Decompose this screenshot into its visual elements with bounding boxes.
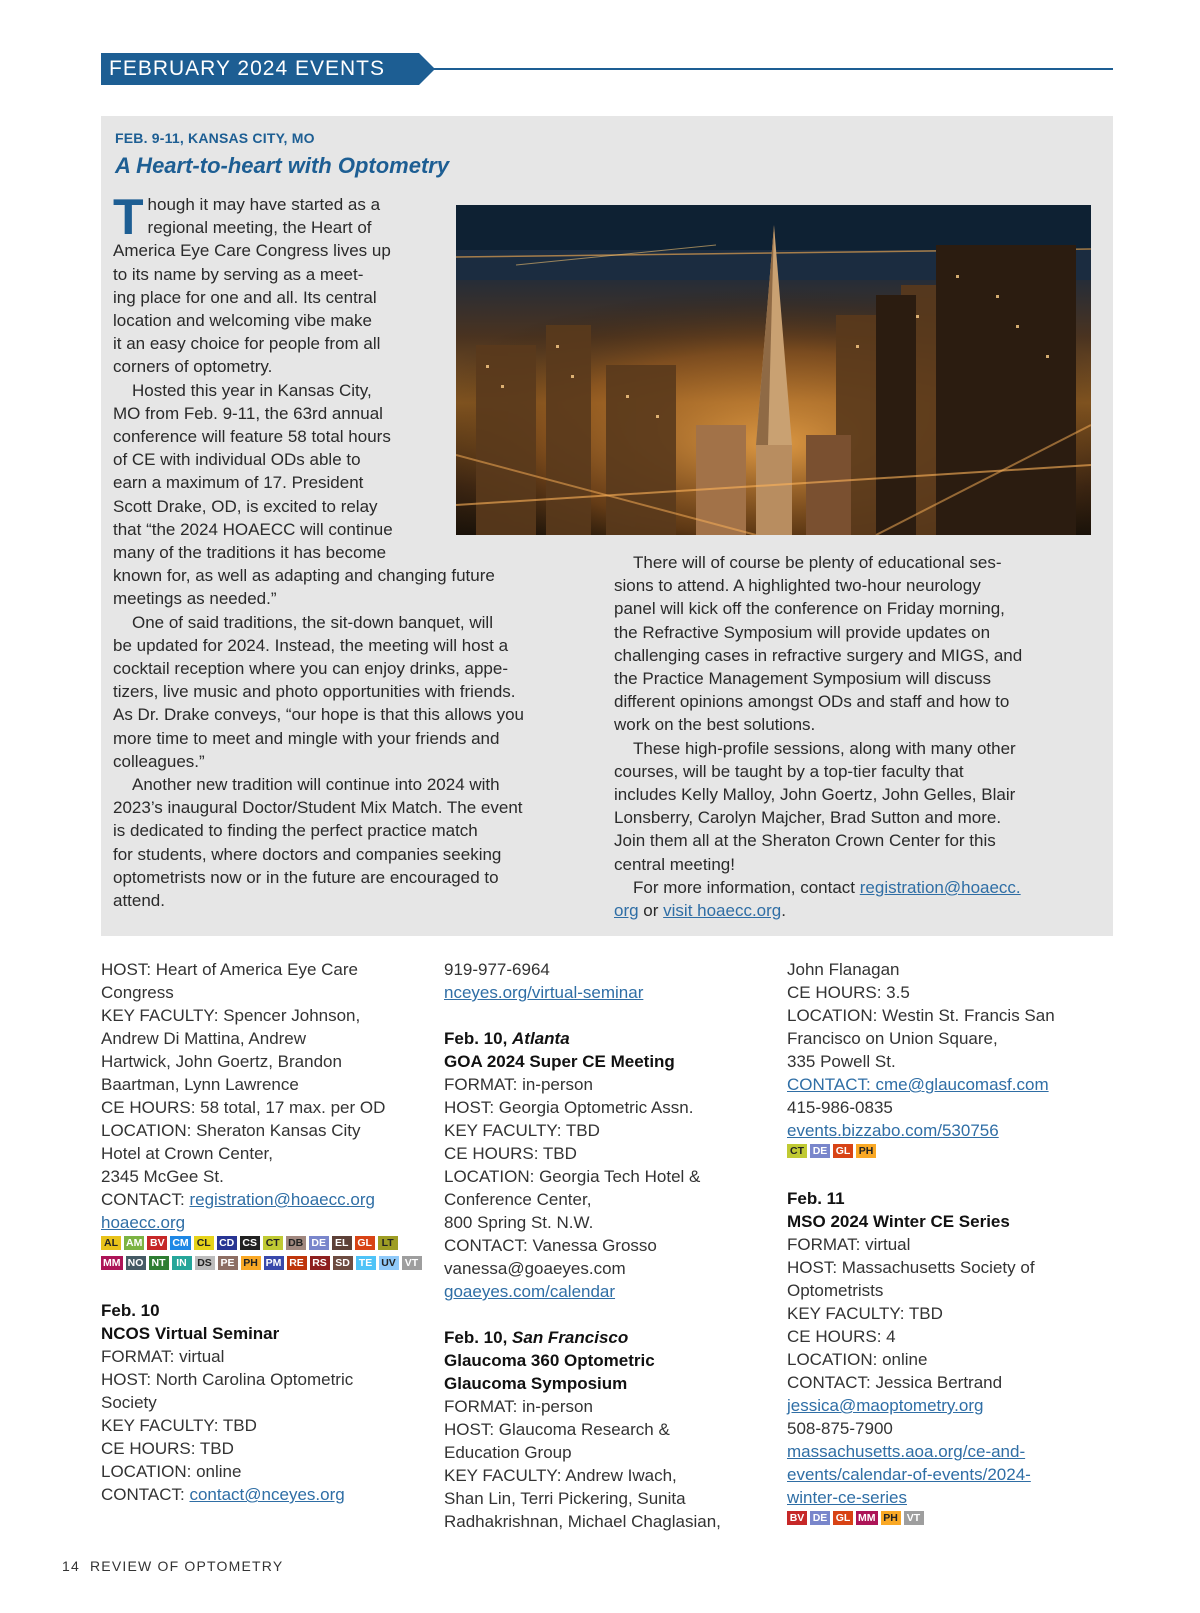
text-line: MO from Feb. 9-11, the 63rd annual: [113, 403, 383, 423]
subject-tag-bv: BV: [787, 1511, 807, 1525]
contact-label: CONTACT:: [101, 1485, 190, 1504]
subject-tag-ph: PH: [856, 1144, 876, 1158]
listing-line: Optometrists: [787, 1281, 884, 1300]
paragraph-5: [614, 551, 1094, 737]
hoaecc-email-link[interactable]: registration@hoaecc.org: [189, 1190, 375, 1209]
text-line: work on the best solutions.: [614, 715, 816, 735]
text-line: sions to attend. A highlighted two-hour neurology: [614, 576, 981, 596]
listing-column-1: [101, 958, 431, 1506]
event-city: Atlanta: [512, 1029, 570, 1048]
text-line: ing place for one and all. Its central: [113, 287, 377, 307]
nceyes-email-link[interactable]: contact@nceyes.org: [189, 1485, 345, 1504]
listing-line: Hartwick, John Goertz, Brandon: [101, 1052, 342, 1071]
header-rule: [431, 68, 1113, 70]
listing-line: KEY FACULTY: TBD: [787, 1304, 943, 1323]
text-line: known for, as well as adapting and changing future: [113, 566, 495, 586]
feature-right-column: [614, 551, 1094, 922]
paragraph-1: [113, 189, 585, 379]
subject-tag-lt: LT: [378, 1236, 398, 1250]
listing-line: LOCATION: online: [101, 1462, 242, 1481]
listing-line: John Flanagan: [787, 960, 900, 979]
subject-tag-el: EL: [332, 1236, 352, 1250]
listing-line: Conference Center,: [444, 1190, 592, 1209]
text-line: America Eye Care Congress lives up: [113, 241, 391, 261]
contact-line-2: [614, 899, 1094, 922]
event-title: MSO 2024 Winter CE Series: [787, 1212, 1010, 1231]
registration-email-link[interactable]: registration@hoaecc.: [859, 877, 1021, 897]
drop-cap: T: [113, 189, 144, 245]
text-line: These high-profile sessions, along with many other: [633, 738, 1016, 758]
listing-line: 2345 McGee St.: [101, 1167, 224, 1186]
listing-line: Andrew Di Mattina, Andrew: [101, 1029, 307, 1048]
phone-number: 919-977-6964: [444, 960, 550, 979]
listing-line: FORMAT: in-person: [444, 1397, 593, 1416]
listing-line: LOCATION: Westin St. Francis San: [787, 1006, 1055, 1025]
text-line: more time to meet and mingle with your friends and: [113, 728, 500, 748]
event-title: Glaucoma Symposium: [444, 1374, 628, 1393]
text-line: Hosted this year in Kansas City,: [132, 380, 372, 400]
massachusetts-aoa-link[interactable]: events/calendar-of-events/2024-: [787, 1465, 1031, 1484]
section-header: [101, 53, 1113, 85]
text-line: that “the 2024 HOAECC will continue: [113, 519, 393, 539]
paragraph-3: [113, 611, 585, 773]
listing-line: LOCATION: online: [787, 1350, 928, 1369]
listing-line: Education Group: [444, 1443, 572, 1462]
goaeyes-web-link[interactable]: goaeyes.com/calendar: [444, 1282, 616, 1301]
listing-line: Radhakrishnan, Michael Chaglasian,: [444, 1512, 721, 1531]
text-line: location and welcoming vibe make: [113, 311, 372, 331]
massachusetts-aoa-link[interactable]: massachusetts.aoa.org/ce-and-: [787, 1442, 1026, 1461]
event-date: Feb. 11: [787, 1189, 845, 1208]
maoptometry-email-link[interactable]: jessica@maoptometry.org: [787, 1396, 984, 1415]
listing-line: CE HOURS: 58 total, 17 max. per OD: [101, 1098, 386, 1117]
web-row: [787, 1440, 1117, 1463]
tag-row: [101, 1236, 398, 1250]
tag-group-col3b: [787, 1511, 1117, 1528]
text-line: Another new tradition will continue into 2024 with: [132, 775, 500, 795]
subject-tag-mm: MM: [858, 1512, 876, 1524]
hoaecc-website-link[interactable]: visit hoaecc.org: [663, 901, 782, 921]
text-line: cocktail reception where you can enjoy drinks, appe-: [113, 659, 508, 679]
paragraph-7: [614, 876, 1094, 922]
subject-tag-re: RE: [287, 1256, 307, 1270]
subject-tag-cs: CS: [240, 1236, 260, 1250]
event-title: NCOS Virtual Seminar: [101, 1324, 280, 1343]
publication-name: REVIEW OF OPTOMETRY: [89, 1558, 284, 1574]
tag-row: [787, 1144, 876, 1158]
text-line: hough it may have started as a: [147, 195, 381, 214]
event-date: Feb. 10: [101, 1301, 160, 1320]
text-line: Lonsberry, Carolyn Majcher, Brad Sutton and more.: [614, 808, 1002, 828]
listing-line: HOST: North Carolina Optometric: [101, 1370, 354, 1389]
text-line: meetings as needed.”: [113, 589, 277, 609]
section-title: FEBRUARY 2024 EVENTS: [101, 53, 419, 85]
subject-tag-gl: GL: [833, 1144, 853, 1158]
nceyes-web-link[interactable]: nceyes.org/virtual-seminar: [444, 983, 644, 1002]
subject-tag-gl: GL: [355, 1236, 375, 1250]
tag-group-col1: [101, 1236, 431, 1273]
web-row: [787, 1073, 1117, 1096]
subject-tag-ct: CT: [263, 1236, 283, 1250]
text-line: optometrists now or in the future are encouraged to: [113, 867, 499, 887]
text-line: many of the traditions it has become: [113, 543, 387, 563]
subject-tag-bv: BV: [147, 1236, 167, 1250]
feature-title: A Heart-to-heart with Optometry: [115, 153, 450, 178]
subject-tag-pe: PE: [218, 1256, 238, 1270]
event-date: Feb. 10, San Francisco: [444, 1328, 629, 1347]
listing-line: CONTACT: Vanessa Grosso: [444, 1236, 657, 1255]
subject-tag-te: TE: [356, 1256, 376, 1270]
text-line: the Refractive Symposium will provide updates on: [614, 622, 991, 642]
listing-line: CE HOURS: 4: [787, 1327, 896, 1346]
listing-line: CONTACT: Jessica Bertrand: [787, 1373, 1003, 1392]
text-line: One of said traditions, the sit-down banquet, will: [132, 612, 493, 632]
web-row: [444, 981, 774, 1004]
text-line: central meeting!: [614, 854, 735, 874]
listing-line: KEY FACULTY: TBD: [101, 1416, 257, 1435]
listing-line: CE HOURS: 3.5: [787, 983, 910, 1002]
subject-tag-db: DB: [286, 1236, 306, 1250]
listing-line: Baartman, Lynn Lawrence: [101, 1075, 299, 1094]
tag-group-col3a: [787, 1144, 1117, 1161]
subject-tag-al: AL: [101, 1236, 121, 1250]
contact-lead: For more information, contact: [633, 877, 860, 897]
subject-tag-pm: PM: [264, 1256, 284, 1270]
listing-line: 335 Powell St.: [787, 1052, 896, 1071]
listing-line: Hotel at Crown Center,: [101, 1144, 273, 1163]
event-date: Feb. 10, Atlanta: [444, 1029, 570, 1048]
hoaecc-web-link[interactable]: hoaecc.org: [101, 1213, 186, 1232]
contact-or: or: [638, 901, 664, 921]
subject-tag-nt: NT: [149, 1256, 169, 1270]
tag-row: [101, 1256, 376, 1270]
text-line: to its name by serving as a meet-: [113, 264, 364, 284]
tag-row: [787, 1511, 924, 1525]
text-line: of CE with individual ODs able to: [113, 450, 361, 470]
text-line: Join them all at the Sheraton Crown Center for this: [614, 831, 996, 851]
text-line: different opinions amongst ODs and staff and how to: [614, 692, 1010, 712]
text-line: regional meeting, the Heart of: [147, 218, 372, 238]
subject-tag-ph: PH: [881, 1511, 901, 1525]
subject-tag-cl: CL: [194, 1236, 214, 1250]
listing-line: FORMAT: in-person: [444, 1075, 593, 1094]
text-line: As Dr. Drake conveys, “our hope is that this allows you: [113, 705, 525, 725]
listing-line: CE HOURS: TBD: [101, 1439, 234, 1458]
text-line: is dedicated to finding the perfect practice match: [113, 821, 478, 841]
text-line: conference will feature 58 total hours: [113, 427, 391, 447]
subject-tag-vt: VT: [402, 1256, 422, 1270]
subject-tag-de: DE: [810, 1511, 830, 1525]
text-line: 2023’s inaugural Doctor/Student Mix Match. The event: [113, 798, 523, 818]
text-line: There will of course be plenty of educational ses-: [633, 553, 1002, 572]
text-line: corners of optometry.: [113, 357, 273, 377]
listing-line: HOST: Massachusetts Society of: [787, 1258, 1035, 1277]
subject-tag-cd: CD: [217, 1236, 237, 1250]
subject-tag-ct: CT: [787, 1144, 807, 1158]
feature-kicker: FEB. 9-11, KANSAS CITY, MO: [115, 130, 315, 146]
subject-tag-cm: CM: [172, 1237, 189, 1249]
subject-tag-sd: SD: [333, 1256, 353, 1270]
listing-line: CE HOURS: TBD: [444, 1144, 577, 1163]
listing-line: KEY FACULTY: TBD: [444, 1121, 600, 1140]
text-line: earn a maximum of 17. President: [113, 473, 364, 493]
contact-end: .: [781, 901, 786, 921]
page-number: 14: [62, 1558, 80, 1574]
text-line: panel will kick off the conference on Friday morning,: [614, 599, 1005, 619]
listing-line: Congress: [101, 983, 174, 1002]
text-line: be updated for 2024. Instead, the meeting will host a: [113, 635, 509, 655]
listing-line: 800 Spring St. N.W.: [444, 1213, 594, 1232]
listing-line: LOCATION: Georgia Tech Hotel &: [444, 1167, 701, 1186]
subject-tag-gl: GL: [833, 1511, 853, 1525]
text-line: tizers, live music and photo opportunities with friends.: [113, 682, 516, 702]
massachusetts-aoa-link[interactable]: winter-ce-series: [787, 1488, 907, 1507]
text-line: colleagues.”: [113, 751, 205, 771]
subject-tag-am: AM: [126, 1237, 143, 1249]
web-row: [787, 1486, 1117, 1509]
listing-line: vanessa@goaeyes.com: [444, 1259, 626, 1278]
listing-column-3: [787, 958, 1117, 1531]
contact-label: CONTACT:: [101, 1190, 190, 1209]
contact-line: [614, 876, 1094, 899]
text-line: it an easy choice for people from all: [113, 334, 381, 354]
glaucomasf-email-link[interactable]: CONTACT: cme@glaucomasf.com: [787, 1075, 1049, 1094]
registration-email-link-cont[interactable]: org: [614, 901, 639, 921]
listing-line: KEY FACULTY: Spencer Johnson,: [101, 1006, 361, 1025]
listing-line: HOST: Georgia Optometric Assn.: [444, 1098, 694, 1117]
paragraph-2: [113, 379, 585, 611]
web-row: [101, 1211, 431, 1234]
text-line: attend.: [113, 891, 165, 911]
listing-line: FORMAT: virtual: [787, 1235, 911, 1254]
listing-line: KEY FACULTY: Andrew Iwach,: [444, 1466, 677, 1485]
contact-row: [101, 1188, 431, 1211]
paragraph-6: [614, 737, 1094, 876]
subject-tag-de: DE: [309, 1236, 329, 1250]
listing-line: HOST: Glaucoma Research &: [444, 1420, 670, 1439]
phone-number: 508-875-7900: [787, 1419, 893, 1438]
subject-tag-rs: RS: [310, 1256, 330, 1270]
text-line: includes Kelly Malloy, John Goertz, John Gelles, Blair: [614, 785, 1016, 805]
bizzabo-web-link[interactable]: events.bizzabo.com/530756: [787, 1121, 999, 1140]
subject-tag-ph: PH: [241, 1256, 261, 1270]
web-row: [787, 1463, 1117, 1486]
page-footer: [62, 1558, 283, 1574]
listing-line: Francisco on Union Square,: [787, 1029, 998, 1048]
web-row: [787, 1394, 1117, 1417]
subject-tag-mm: MM: [103, 1257, 121, 1269]
contact-row: [101, 1483, 431, 1506]
feature-left-column: [113, 189, 585, 912]
web-row: [444, 1280, 774, 1303]
listing-line: LOCATION: Sheraton Kansas City: [101, 1121, 361, 1140]
listing-line: HOST: Heart of America Eye Care: [101, 960, 358, 979]
listing-line: FORMAT: virtual: [101, 1347, 225, 1366]
listing-line: Shan Lin, Terri Pickering, Sunita: [444, 1489, 686, 1508]
text-line: courses, will be taught by a top-tier faculty that: [614, 761, 964, 781]
tag-row: [379, 1256, 422, 1270]
text-line: Scott Drake, OD, is excited to relay: [113, 496, 378, 516]
text-line: the Practice Management Symposium will discuss: [614, 669, 991, 689]
subject-tag-in: IN: [172, 1256, 192, 1270]
subject-tag-vt: VT: [904, 1511, 924, 1525]
listing-column-2: [444, 958, 774, 1533]
paragraph-4: [113, 773, 585, 912]
subject-tag-uv: UV: [379, 1256, 399, 1270]
subject-tag-de: DE: [810, 1144, 830, 1158]
subject-tag-ds: DS: [195, 1256, 215, 1270]
text-line: for students, where doctors and companies seeking: [113, 844, 502, 864]
text-line: challenging cases in refractive surgery and MIGS, and: [614, 645, 1023, 665]
phone-number: 415-986-0835: [787, 1098, 893, 1117]
event-city: San Francisco: [512, 1328, 629, 1347]
subject-tag-no: NO: [126, 1256, 146, 1270]
web-row: [787, 1119, 1117, 1142]
listing-line: Society: [101, 1393, 157, 1412]
event-title: GOA 2024 Super CE Meeting: [444, 1052, 675, 1071]
event-title: Glaucoma 360 Optometric: [444, 1351, 655, 1370]
